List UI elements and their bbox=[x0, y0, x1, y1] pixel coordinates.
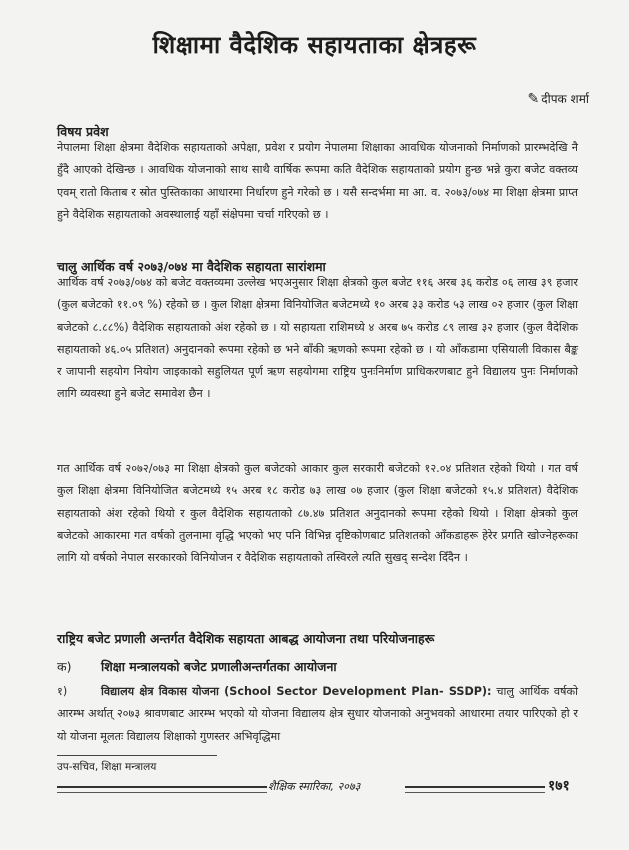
footnote-divider bbox=[57, 755, 217, 756]
summary-heading: चालु आर्थिक वर्ष २०७३/०७४ मा वैदेशिक सहायता सारांशमा bbox=[57, 259, 326, 274]
footer-rule-right-thin bbox=[405, 792, 545, 793]
footer-rule-left-thin bbox=[57, 792, 267, 793]
projects-heading: राष्ट्रिय बजेट प्रणाली अन्तर्गत वैदेशिक सहायता आबद्ध आयोजना तथा परियोजनाहरू bbox=[57, 631, 435, 646]
author-line bbox=[527, 90, 589, 107]
pen-icon: ✎ bbox=[527, 91, 540, 107]
author-name: दीपक शर्मा bbox=[541, 92, 589, 106]
intro-paragraph: नेपालमा शिक्षा क्षेत्रमा वैदेशिक सहायताको अपेक्षा, प्रवेश र प्रयोग नेपालमा शिक्षाका आवधिक योजनाको निर्माणको प्रारम्भदेखि नै हुँदै आएको देखिन्छ । आवधिक योजनाको साथ साथै वार्षिक रूपमा कति वैदेशिक सहायताको प्रयोग हुन्छ भन्ने कुरा बजेट वक्तव्य एवम् रातो किताब र स्रोत पुस्तिकाका आधारमा निर्धारण हुने गरेको छ । यसै सन्दर्भमा मा आ. व. २०७३/०७४ मा शिक्षा क्षेत्रमा प्राप्त हुने वैदेशिक सहायताको अवस्थालाई यहाँ संक्षेपमा चर्चा गरिएको छ । bbox=[57, 141, 578, 221]
article-title: शिक्षामा वैदेशिक सहायताका क्षेत्रहरू bbox=[152, 31, 477, 59]
footer-rule-left bbox=[57, 786, 267, 788]
footer-rule-right bbox=[405, 786, 545, 788]
publication-name: शैक्षिक स्मारिका, २०७३ bbox=[268, 780, 361, 793]
item-1 bbox=[57, 681, 578, 748]
intro-heading: विषय प्रवेश bbox=[57, 124, 109, 139]
item-1-text: चालु आर्थिक वर्षको आरम्भ अर्थात् २०७३ श्रावणबाट आरम्भ भएको यो योजना विद्यालय क्षेत्र सुधार योजनाको अनुभवको आधारमा तयार पारिएको हो र यो योजना मूलतः विद्यालय शिक्षाको गुणस्तर अभिवृद्धिमा bbox=[57, 685, 578, 743]
subsection-a-label: शिक्षा मन्त्रालयको बजेट प्रणालीअन्तर्गतका आयोजना bbox=[101, 659, 337, 674]
subsection-a-number: क) bbox=[57, 659, 72, 674]
summary-paragraph-1: आर्थिक वर्ष २०७३/०७४ को बजेट वक्तव्यमा उल्लेख भएअनुसार शिक्षा क्षेत्रको कुल बजेट ११६ अरब ३६ करोड ०६ लाख ३९ हजार (कुल बजेटको ११.०९ %) रहेको छ । कुल शिक्षा क्षेत्रमा विनियोजित बजेटमध्ये १० अरब ३३ करोड ५३ लाख ०२ हजार (कुल शिक्षा बजेटको ८.८८%) वैदेशिक सहायताको अंश रहेको छ । यो सहायता राशिमध्ये ४ अरब ७५ करोड ८९ लाख ३२ हजार (कुल वैदेशिक सहायताको ४६.०५ प्रतिशत) अनुदानको रूपमा रहेको छ भने बाँकी ऋणको रूपमा रहेको छ । यो आँकडामा एसियाली विकास बैङ्क र जापानी सहयोग नियोग जाइकाको सहुलियत पूर्ण ऋण सहयोगमा राष्ट्रिय पुनःनिर्माण प्राधिकरणबाट हुने विद्यालय पुनः निर्माणको लागि व्यवस्था हुने बजेट समावेश छैन । bbox=[57, 276, 578, 401]
summary-paragraph-2: गत आर्थिक वर्ष २०७२/०७३ मा शिक्षा क्षेत्रको कुल बजेटको आकार कुल सरकारी बजेटको १२.०४ प्रतिशत रहेको थियो । गत वर्ष कुल शिक्षा क्षेत्रमा विनियोजित बजेटमध्ये १५ अरब १८ करोड ७३ लाख ०७ हजार (कुल शिक्षा बजेटको १५.४ प्रतिशत) वैदेशिक सहायताको अंश रहेको थियो र कुल वैदेशिक सहायताको ८७.४७ प्रतिशत अनुदानको रूपमा रहेको थियो । शिक्षा क्षेत्रको कुल बजेटको आकारमा गत वर्षको तुलनामा वृद्धि भएको भए पनि विभिन्न दृष्टिकोणबाट प्रतिशतको आँकडाहरू हेरेर प्रगति खोज्नेहरूका लागि यो वर्षको नेपाल सरकारको विनियोजन र वैदेशिक सहायताको तस्विरले त्यति सुखद् सन्देश दिँदैन । bbox=[57, 462, 578, 565]
subsection-a bbox=[57, 658, 337, 675]
page-number: १७१ bbox=[548, 778, 570, 794]
item-1-number: १) bbox=[57, 685, 68, 698]
footnote: उप-सचिव, शिक्षा मन्त्रालय bbox=[57, 761, 157, 773]
item-1-title: विद्यालय क्षेत्र विकास योजना (School Sector Development Plan- SSDP): bbox=[101, 685, 492, 698]
